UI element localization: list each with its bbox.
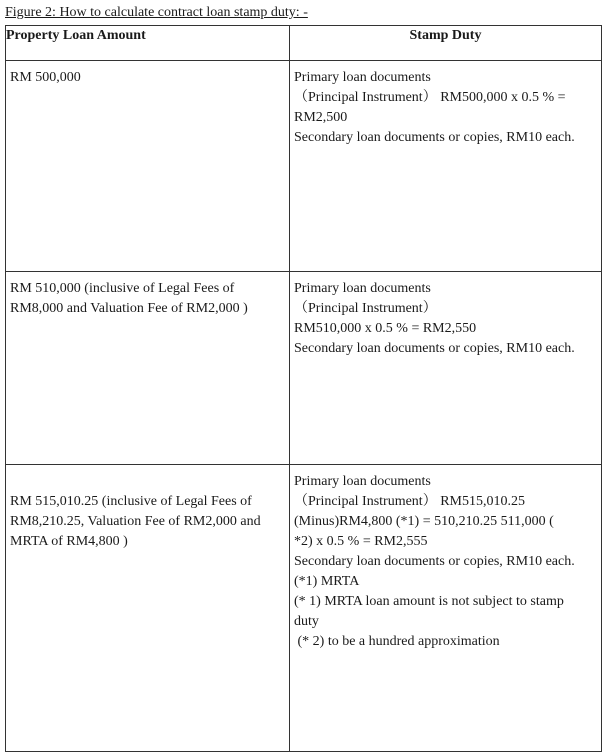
figure-caption: Figure 2: How to calculate contract loan stamp duty: - [5,5,308,20]
loan-amount-text: RM 500,000 [10,70,81,85]
duty-line: （Principal Instrument） [294,301,437,316]
stamp-duty-cell [290,465,602,752]
duty-line: Primary loan documents [294,474,431,489]
loan-amount-text: RM8,000 and Valuation Fee of RM2,000 ) [10,301,248,316]
duty-line: Primary loan documents [294,281,431,296]
duty-line: (Minus)RM4,800 (*1) = 510,210.25 511,000 ( [294,514,554,529]
duty-line: Secondary loan documents or copies, RM10 each. [294,341,575,356]
loan-amount-text: MRTA of RM4,800 ) [10,534,128,549]
duty-line: (* 1) MRTA loan amount is not subject to stamp [294,594,564,609]
stamp-duty-cell [290,61,602,272]
stamp-duty-table [5,25,602,752]
table-header-row [6,26,602,61]
duty-line: Primary loan documents [294,70,431,85]
duty-line: (* 2) to be a hundred approximation [294,634,500,649]
duty-line: duty [294,614,319,629]
duty-line: （Principal Instrument） RM515,010.25 [294,494,525,509]
duty-line: (*1) MRTA [294,574,360,589]
loan-amount-cell [6,61,290,272]
duty-line: Secondary loan documents or copies, RM10 each. [294,130,575,145]
table-row [6,272,602,465]
loan-amount-text: RM 510,000 (inclusive of Legal Fees of [10,281,235,296]
header-stamp-duty: Stamp Duty [290,26,602,61]
loan-amount-text: RM 515,010.25 (inclusive of Legal Fees of [10,494,252,509]
duty-line: *2) x 0.5 % = RM2,555 [294,534,428,549]
duty-line: （Principal Instrument） RM500,000 x 0.5 % = [294,90,566,105]
loan-amount-text: RM8,210.25, Valuation Fee of RM2,000 and [10,514,261,529]
table-row [6,61,602,272]
stamp-duty-cell [290,272,602,465]
loan-amount-cell [6,272,290,465]
duty-line: RM510,000 x 0.5 % = RM2,550 [294,321,477,336]
duty-line: RM2,500 [294,110,348,125]
duty-line: Secondary loan documents or copies, RM10 each. [294,554,575,569]
loan-amount-cell [6,465,290,752]
header-property-loan-amount: Property Loan Amount [6,26,290,61]
table-row [6,465,602,752]
